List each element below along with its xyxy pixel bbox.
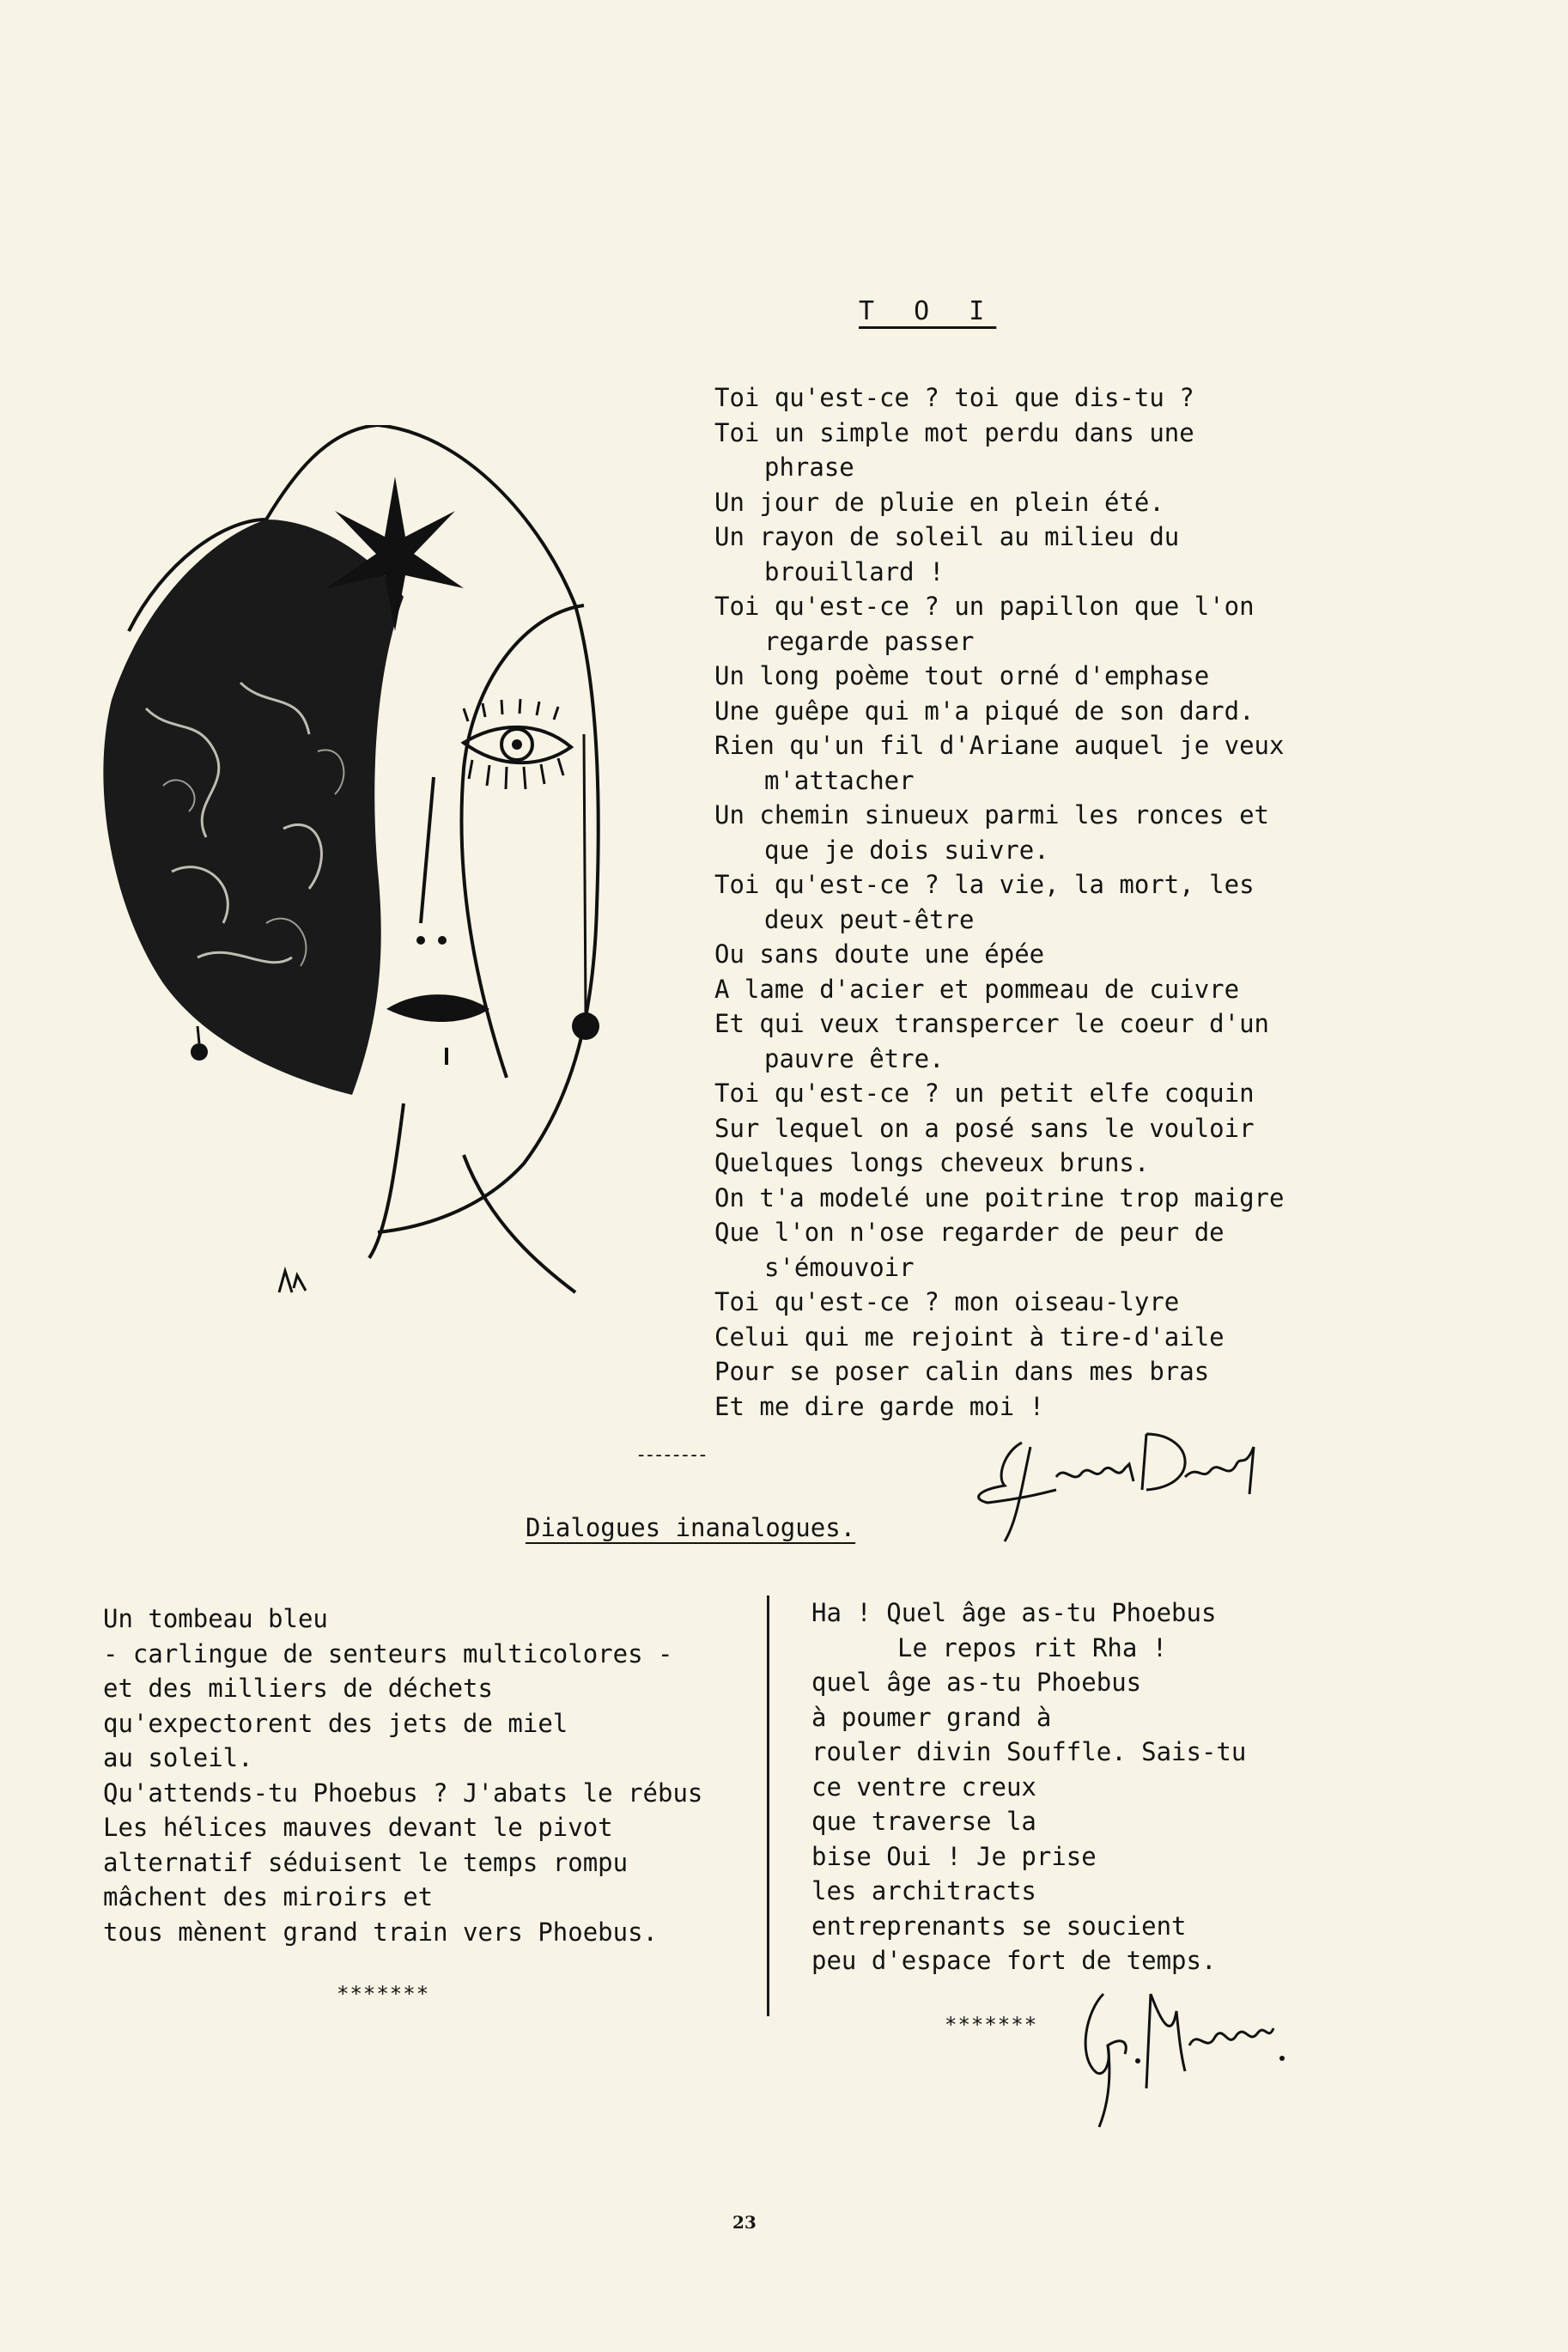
poem-text: [714, 380, 1539, 1424]
poem-line: Ou sans doute une épée: [714, 939, 1045, 969]
poem-line: Ha ! Quel âge as-tu Phoebus: [811, 1598, 1217, 1627]
poem-line: entreprenants se soucient: [811, 1911, 1187, 1941]
poem-line: Un jour de pluie en plein été.: [714, 487, 1164, 517]
poem-line: Toi qu'est-ce ? un petit elfe coquin: [714, 1079, 1255, 1108]
poem-line: brouillard !: [764, 556, 945, 586]
section-separator: --------: [635, 1444, 706, 1466]
woman-portrait-drawing: [94, 425, 627, 1327]
poem-line: au soleil.: [103, 1743, 253, 1772]
poem-line: quel âge as-tu Phoebus: [811, 1668, 1142, 1697]
poem-line: Toi qu'est-ce ? la vie, la mort, les: [714, 870, 1255, 899]
stars-separator-left: *******: [337, 1982, 430, 2006]
poem-line: Toi qu'est-ce ? un papillon que l'on: [714, 592, 1255, 621]
poem-line: m'attacher: [764, 765, 915, 795]
poem-line: A lame d'acier et pommeau de cuivre: [714, 974, 1240, 1004]
poem-line: Le repos rit Rha !: [897, 1632, 1168, 1662]
poem-line: Un rayon de soleil au milieu du: [714, 522, 1180, 551]
poem-line: à poumer grand à: [811, 1702, 1052, 1732]
poem-line: Pour se poser calin dans mes bras: [714, 1357, 1210, 1386]
signature-r-moulex: [1069, 1960, 1288, 2131]
right-column: [811, 1595, 1292, 1978]
stars-separator-right: *******: [945, 2013, 1038, 2037]
poem-line: Et qui veux transpercer le coeur d'un: [714, 1009, 1270, 1038]
poem-line: que je dois suivre.: [764, 835, 1049, 865]
poem-line: Un long poème tout orné d'emphase: [714, 661, 1210, 690]
poem-line: Un chemin sinueux parmi les ronces et: [714, 800, 1270, 830]
poem-line: - carlingue de senteurs multicolores -: [103, 1638, 673, 1668]
poem-line: Une guêpe qui m'a piqué de son dard.: [714, 696, 1255, 726]
poem-line: Sur lequel on a posé sans le vouloir: [714, 1113, 1255, 1143]
poem-title: T O I: [859, 296, 997, 326]
poem-line: peu d'espace fort de temps.: [811, 1946, 1217, 1975]
poem-line: deux peut-être: [764, 904, 975, 934]
page-number: 23: [732, 2212, 757, 2233]
poem-line: tous mènent grand train vers Phoebus.: [103, 1917, 659, 1947]
poem-line: Qu'attends-tu Phoebus ? J'abats le rébus: [103, 1778, 703, 1808]
poem-line: les architracts: [811, 1876, 1036, 1905]
poem-line: Toi qu'est-ce ? mon oiseau-lyre: [714, 1287, 1180, 1316]
poem-line: bise Oui ! Je prise: [811, 1841, 1097, 1871]
poem-line: pauvre être.: [764, 1043, 945, 1073]
poem-line: mâchent des miroirs et: [103, 1882, 434, 1911]
poem-line: qu'expectorent des jets de miel: [103, 1708, 568, 1738]
poem-line: Les hélices mauves devant le pivot: [103, 1813, 613, 1842]
poem-line: On t'a modelé une poitrine trop maigre: [714, 1182, 1285, 1212]
poem-line: Celui qui me rejoint à tire-d'aile: [714, 1322, 1225, 1352]
poem-line: s'émouvoir: [764, 1252, 915, 1282]
poem-line: et des milliers de déchets: [103, 1674, 493, 1703]
section-title: Dialogues inanalogues.: [526, 1513, 856, 1542]
poem-line: que traverse la: [811, 1807, 1036, 1836]
poem-line: Rien qu'un fil d'Ariane auquel je veux: [714, 731, 1285, 760]
poem-line: Et me dire garde moi !: [714, 1391, 1045, 1421]
poem-line: alternatif séduisent le temps rompu: [103, 1847, 629, 1877]
signature-samuel-debray: [970, 1417, 1279, 1546]
left-column: [103, 1601, 773, 1949]
poem-line: Toi qu'est-ce ? toi que dis-tu ?: [714, 383, 1194, 412]
poem-line: Un tombeau bleu: [103, 1604, 328, 1633]
poem-line: Que l'on n'ose regarder de peur de: [714, 1218, 1225, 1247]
poem-line: Quelques longs cheveux bruns.: [714, 1148, 1150, 1177]
poem-line: ce ventre creux: [811, 1772, 1036, 1802]
poem-line: rouler divin Souffle. Sais-tu: [811, 1737, 1247, 1766]
poem-line: phrase: [764, 453, 854, 482]
poem-line: Toi un simple mot perdu dans une: [714, 417, 1194, 447]
column-divider: [767, 1595, 769, 2016]
poem-line: regarde passer: [764, 626, 975, 656]
